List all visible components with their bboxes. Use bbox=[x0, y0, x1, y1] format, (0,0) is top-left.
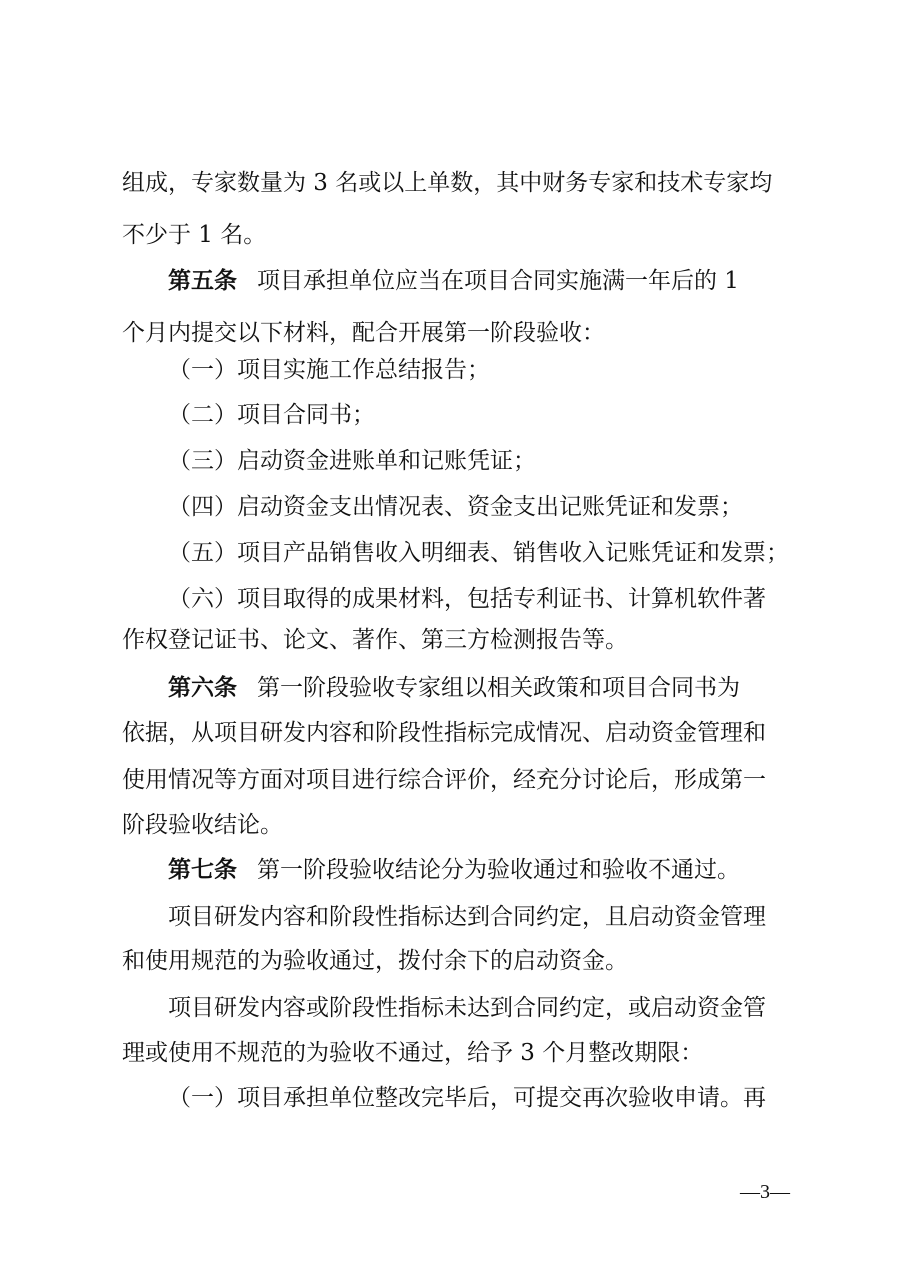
article-6-line bbox=[168, 673, 802, 703]
article-7-heading: 第七条 bbox=[168, 856, 237, 883]
paragraph-line: 组成，专家数量为 3 名或以上单数，其中财务专家和技术专家均 bbox=[122, 170, 773, 196]
list-item: （一）项目承担单位整改完毕后，可提交再次验收申请。再 bbox=[168, 1085, 766, 1111]
paragraph-line: 不少于 1 名。 bbox=[122, 222, 267, 248]
article-6-text: 第一阶段验收专家组以相关政策和项目合同书为 bbox=[257, 675, 740, 701]
list-item: （三）启动资金进账单和记账凭证； bbox=[168, 448, 536, 474]
article-7-text: 第一阶段验收结论分为验收通过和验收不通过。 bbox=[257, 857, 740, 883]
article-5-line bbox=[168, 266, 802, 296]
article-6-heading: 第六条 bbox=[168, 674, 237, 701]
list-item: （二）项目合同书； bbox=[168, 402, 375, 428]
paragraph-line: 作权登记证书、论文、著作、第三方检测报告等。 bbox=[122, 627, 628, 653]
paragraph-line: 项目研发内容和阶段性指标达到合同约定，且启动资金管理 bbox=[168, 904, 766, 930]
paragraph-line: 使用情况等方面对项目进行综合评价，经充分讨论后，形成第一 bbox=[122, 767, 766, 793]
page-number: —3— bbox=[740, 1181, 790, 1203]
paragraph-line: 依据，从项目研发内容和阶段性指标完成情况、启动资金管理和 bbox=[122, 720, 766, 746]
list-item: （五）项目产品销售收入明细表、销售收入记账凭证和发票； bbox=[168, 540, 789, 566]
article-5-text: 项目承担单位应当在项目合同实施满一年后的 1 bbox=[257, 268, 739, 294]
paragraph-line: 项目研发内容或阶段性指标未达到合同约定，或启动资金管 bbox=[168, 995, 766, 1021]
list-item: （一）项目实施工作总结报告； bbox=[168, 357, 490, 383]
paragraph-line: 个月内提交以下材料，配合开展第一阶段验收： bbox=[122, 320, 605, 346]
paragraph-line: 阶段验收结论。 bbox=[122, 812, 283, 838]
paragraph-line: 理或使用不规范的为验收不通过，给予 3 个月整改期限： bbox=[122, 1040, 704, 1066]
paragraph-line: 和使用规范的为验收通过，拨付余下的启动资金。 bbox=[122, 948, 628, 974]
article-7-line bbox=[168, 855, 802, 885]
list-item: （六）项目取得的成果材料，包括专利证书、计算机软件著 bbox=[168, 586, 766, 612]
list-item: （四）启动资金支出情况表、资金支出记账凭证和发票； bbox=[168, 494, 743, 520]
article-5-heading: 第五条 bbox=[168, 267, 237, 294]
